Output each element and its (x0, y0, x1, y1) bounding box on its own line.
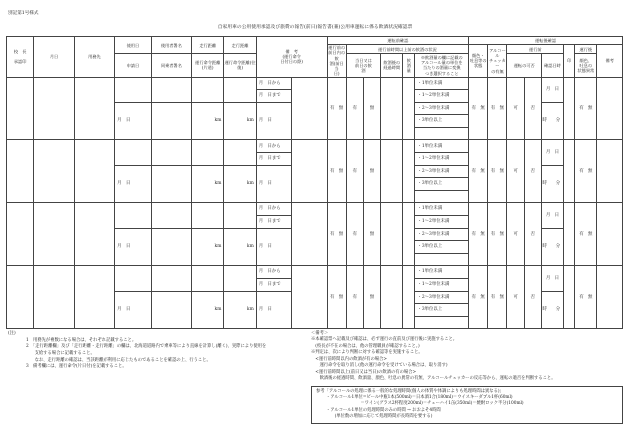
drink-option-cell[interactable]: ・1〜2単位未満 (415, 216, 469, 229)
drink-option-cell[interactable]: ・1〜2単位未満 (415, 90, 469, 103)
remarks-cell[interactable] (292, 266, 327, 329)
post-c-hi-cell[interactable]: 否 (524, 266, 541, 329)
order-distance-round-cell[interactable]: km (224, 291, 256, 329)
principal-seal-cell[interactable] (7, 203, 34, 266)
passenger-name-cell[interactable] (151, 228, 191, 266)
drink-option-cell[interactable]: ・3単位以上 (415, 115, 469, 128)
remarks-label: ＜備考＞ (311, 331, 329, 336)
order-distance-cell[interactable]: km (192, 228, 224, 266)
order-distance-cell[interactable]: km (192, 165, 224, 203)
drink-option-cell[interactable]: ・2〜3単位未満 (415, 291, 469, 304)
destination-cell[interactable] (74, 77, 114, 140)
header-post-b: アルコール チェッカー の有無 (488, 45, 507, 78)
drink-option-cell[interactable]: ・3単位以上 (415, 304, 469, 317)
destination-cell[interactable] (74, 266, 114, 329)
post-f-cell[interactable]: 有 無 (575, 77, 597, 140)
user-name-cell[interactable] (151, 203, 191, 228)
pre-c-cell[interactable] (381, 140, 403, 203)
period-from-cell[interactable]: 月 日から (256, 77, 291, 90)
note-item: 支給する場合に記載すること。 (26, 350, 95, 356)
date-cell[interactable] (34, 77, 74, 140)
drink-option-cell[interactable]: ・1〜2単位未満 (415, 279, 469, 292)
header-pre-c: 飲酒後の 経過時間 (381, 54, 403, 77)
remarks-line: (校長が不在の場合は、他の管理職員が確認すること。) (311, 343, 420, 349)
destination-cell[interactable] (74, 140, 114, 203)
reference-title: 参考「アルコールの処理に係る一般的な処理時間(個人の体質や体調によりも処理時間は異なる)」 (316, 388, 504, 394)
header-distance: 走行距離 (192, 37, 224, 54)
drink-option-cell[interactable]: ・2〜3単位未満 (415, 228, 469, 241)
use-date-cell[interactable] (115, 266, 151, 291)
application-date-cell[interactable]: 月 日 (115, 165, 151, 203)
passenger-name-cell[interactable] (151, 165, 191, 203)
period-to-cell[interactable]: 月 日まで (256, 279, 291, 292)
header-passenger-name: 同乗者署名 (151, 54, 191, 77)
period-to-cell[interactable]: 月 日まで (256, 153, 291, 166)
passenger-name-cell[interactable] (151, 102, 191, 140)
header-post-c-sub: 運転の可否 (507, 54, 541, 77)
header-post-check: 運転後確認 (469, 37, 623, 45)
check-date-cell[interactable]: 月 日 (541, 203, 563, 228)
notes (8, 331, 306, 371)
remarks-line: 運行命令を取り消し(他の運行命令を受けている場合は、取り消す) (311, 363, 448, 369)
header-distance-2: 走行距離 (224, 37, 256, 54)
post-c-hi-cell[interactable]: 否 (524, 203, 541, 266)
header-remarks: 備 考 (運行命令 日付日の際) (256, 37, 327, 78)
post-c-ka-cell[interactable]: 可 (507, 203, 524, 266)
application-date-cell[interactable]: 月 日 (115, 102, 151, 140)
header-pre-b: 運行前時間以上前の飲酒の状況 (346, 45, 468, 54)
header-principal-seal: 校 長 承認印 (7, 37, 34, 78)
principal-seal-cell[interactable] (7, 140, 34, 203)
pre-b-no-cell[interactable]: 無 (363, 203, 380, 266)
application-date-cell[interactable]: 月 日 (115, 291, 151, 329)
drink-option-cell[interactable]: ・1単位未満 (415, 77, 469, 90)
seal-cell[interactable] (564, 77, 575, 140)
check-time-cell[interactable]: 時 分 (541, 228, 563, 266)
pre-b-no-cell[interactable]: 無 (363, 77, 380, 140)
note-item: 3 備考欄には、運行命令(片日付)を記載すること。 (26, 364, 127, 370)
pre-b-no-cell[interactable]: 無 (363, 266, 380, 329)
header-pre-d: 飲 酒 量 (403, 54, 415, 77)
table-row (7, 140, 623, 153)
period-extra-cell[interactable]: 月 日 (256, 228, 291, 266)
seal-cell[interactable] (564, 266, 575, 329)
use-date-cell[interactable] (115, 140, 151, 165)
order-distance-round-cell[interactable]: km (224, 102, 256, 140)
principal-seal-cell[interactable] (7, 77, 34, 140)
distance-2-cell[interactable] (224, 77, 256, 102)
pre-d-cell[interactable] (403, 140, 415, 203)
post-f-cell[interactable]: 有 無 (575, 203, 597, 266)
period-from-cell[interactable]: 月 日から (256, 140, 291, 153)
table-row (7, 77, 623, 90)
distance-cell[interactable] (192, 140, 224, 165)
remarks-cell[interactable] (292, 203, 327, 266)
user-name-cell[interactable] (151, 77, 191, 102)
remarks-line: ※本確認票へ記載及び確認は、必ず運行の直前及び運行後に実施すること。 (311, 337, 458, 343)
drink-option-cell[interactable]: ・3単位以上 (415, 178, 469, 191)
header-post-d: 確認日時 (541, 54, 563, 77)
order-distance-round-cell[interactable]: km (224, 165, 256, 203)
distance-cell[interactable] (192, 77, 224, 102)
post-f-cell[interactable]: 有 無 (575, 266, 597, 329)
pre-b-yes-cell[interactable]: 有 (346, 203, 363, 266)
header-pre-e: ※飲酒量の欄に記載の アルコール量の単位を 当たりの酒量に変換 つき選択すること (415, 54, 469, 77)
pre-a-cell[interactable]: 有 無 (327, 203, 346, 266)
application-date-cell[interactable]: 月 日 (115, 228, 151, 266)
table-row (7, 203, 623, 216)
note-item: 2 「走行距離欄」及び「走行距離・走行距離」の欄は、北海道道路内で乗車等により直線を計算し(離く)、実際により使用を (26, 344, 267, 350)
date-cell[interactable] (34, 203, 74, 266)
passenger-name-cell[interactable] (151, 291, 191, 329)
use-date-cell[interactable] (115, 77, 151, 102)
check-time-cell[interactable]: 時 分 (541, 102, 563, 140)
post-g-cell[interactable] (597, 203, 623, 266)
document-title: 自家用車の公用使用承認及び旅費の報告(前日)報告書(兼)公用車運転に係る飲酒状況確認票 (217, 25, 413, 30)
distance-2-cell[interactable] (224, 266, 256, 291)
header-pre-check: 運転前確認 (327, 37, 469, 45)
use-date-cell[interactable] (115, 203, 151, 228)
header-user-name: 使用者署名 (151, 37, 191, 54)
pre-a-cell[interactable]: 有 無 (327, 77, 346, 140)
drink-option-cell-empty[interactable] (415, 253, 469, 266)
distance-2-cell[interactable] (224, 140, 256, 165)
destination-cell[interactable] (74, 203, 114, 266)
header-post-c: 運行前 (507, 45, 564, 54)
remarks-line: <運行前時間以内の飲酒が有の場合> (311, 356, 387, 362)
drink-option-cell[interactable]: ・1単位未満 (415, 266, 469, 279)
header-post-f: 運行後 (575, 45, 597, 54)
remarks (311, 331, 623, 424)
header-post-f-sub: 顔色、 吐息の 状態異常 (575, 54, 597, 77)
pre-b-yes-cell[interactable]: 有 (346, 266, 363, 329)
period-from-cell[interactable]: 月 日から (256, 266, 291, 279)
remarks-cell[interactable] (292, 140, 327, 203)
drink-option-cell-empty[interactable] (415, 190, 469, 203)
date-cell[interactable] (34, 140, 74, 203)
check-date-cell[interactable]: 月 日 (541, 266, 563, 291)
order-distance-round-cell[interactable]: km (224, 228, 256, 266)
post-f-cell[interactable]: 有 無 (575, 140, 597, 203)
pre-d-cell[interactable] (403, 203, 415, 266)
post-g-cell[interactable] (597, 77, 623, 140)
period-extra-cell[interactable]: 月 日 (256, 165, 291, 203)
drink-option-cell[interactable]: ・1単位未満 (415, 140, 469, 153)
pre-b-yes-cell[interactable]: 有 (346, 77, 363, 140)
pre-a-cell[interactable]: 有 無 (327, 266, 346, 329)
post-b-cell[interactable]: 有 無 (488, 203, 507, 266)
pre-c-cell[interactable] (381, 203, 403, 266)
header-pre-a: 運行前の 前日内の飲 酒(前日当 日) (328, 45, 346, 77)
header-post-a: 顔色・ 吐息等の 状態 (469, 45, 488, 78)
post-a-cell[interactable]: 有 無 (469, 140, 488, 203)
pre-c-cell[interactable] (381, 266, 403, 329)
post-g-cell[interactable] (597, 140, 623, 203)
user-name-cell[interactable] (151, 266, 191, 291)
remarks-line: ※判定は、次により判断に対する確認等を実施すること。 (311, 350, 423, 356)
reference-box (311, 386, 623, 424)
check-date-cell[interactable]: 月 日 (541, 140, 563, 165)
header-use-date: 使用日 (115, 37, 151, 54)
post-c-ka-cell[interactable]: 可 (507, 77, 524, 140)
post-a-cell[interactable]: 有 無 (469, 203, 488, 266)
period-extra-cell[interactable]: 月 日 (256, 291, 291, 329)
note-item: なお、走行距離の確認は、当該距離が利用に応じたものであることを確認の上、行うこと。 (26, 357, 211, 363)
header-destination: 用務先 (74, 37, 114, 78)
post-a-cell[interactable]: 有 無 (469, 266, 488, 329)
post-c-hi-cell[interactable]: 否 (524, 77, 541, 140)
seal-cell[interactable] (564, 203, 575, 266)
period-to-cell[interactable]: 月 日まで (256, 216, 291, 229)
pre-b-yes-cell[interactable]: 有 (346, 140, 363, 203)
pre-d-cell[interactable] (403, 77, 415, 140)
pre-b-no-cell[interactable]: 無 (363, 140, 380, 203)
post-b-cell[interactable]: 有 無 (488, 266, 507, 329)
post-c-ka-cell[interactable]: 可 (507, 140, 524, 203)
reference-line: ・アルコール1単位=ビール中瓶1本(500ml)＝日本酒1合(180ml)＝ウイスキーダブル1杯(60ml) (326, 394, 513, 400)
distance-cell[interactable] (192, 203, 224, 228)
pre-d-cell[interactable] (403, 266, 415, 329)
pre-c-cell[interactable] (381, 77, 403, 140)
header-post-e: 印 (564, 45, 575, 78)
header-application-date: 申請日 (115, 54, 151, 77)
drink-option-cell[interactable]: ・3単位以上 (415, 241, 469, 254)
period-from-cell[interactable]: 月 日から (256, 203, 291, 216)
remarks-line: 飲酒後の経過時間、飲酒量、顔色、吐息の異常の有無、アルコールチェッカーの反応等から、運転の適否を判断すること。 (311, 376, 556, 382)
header-date: 月日 (34, 37, 74, 78)
pre-a-cell[interactable]: 有 無 (327, 140, 346, 203)
check-date-cell[interactable]: 月 日 (541, 77, 563, 102)
drink-option-cell[interactable]: ・2〜3単位未満 (415, 102, 469, 115)
header-pre-b-drink: 当日又は 前日の飲 酒 (346, 54, 380, 77)
user-name-cell[interactable] (151, 140, 191, 165)
header-post-g: 備考 (597, 45, 623, 78)
order-distance-cell[interactable]: km (192, 102, 224, 140)
drink-option-cell[interactable]: ・2〜3単位未満 (415, 165, 469, 178)
drink-option-cell[interactable]: ・1〜2単位未満 (415, 153, 469, 166)
check-time-cell[interactable]: 時 分 (541, 291, 563, 329)
post-c-hi-cell[interactable]: 否 (524, 140, 541, 203)
post-b-cell[interactable]: 有 無 (488, 140, 507, 203)
form-number: 別記第1号様式 (8, 11, 39, 16)
date-cell[interactable] (34, 266, 74, 329)
header-order-distance-round: 運行命令距離(往復) (224, 54, 256, 77)
drink-option-cell-empty[interactable] (415, 127, 469, 140)
period-extra-cell[interactable]: 月 日 (256, 102, 291, 140)
remarks-line: <運行前時間以上(前日又は当日)の飲酒の有の場合> (311, 369, 417, 375)
post-c-ka-cell[interactable]: 可 (507, 266, 524, 329)
drink-option-cell[interactable]: ・1単位未満 (415, 203, 469, 216)
post-g-cell[interactable] (597, 266, 623, 329)
reference-line: (単位数の増加に応じて処理時間が長時間を要する) (326, 414, 433, 420)
period-to-cell[interactable]: 月 日まで (256, 90, 291, 103)
check-time-cell[interactable]: 時 分 (541, 165, 563, 203)
drink-option-cell-empty[interactable] (415, 316, 469, 329)
seal-cell[interactable] (564, 140, 575, 203)
header-order-distance: 運行命令距離 (片道) (192, 54, 224, 77)
remarks-cell[interactable] (292, 77, 327, 140)
distance-cell[interactable] (192, 266, 224, 291)
order-distance-cell[interactable]: km (192, 291, 224, 329)
reference-line: ・アルコール1単位の処理時間のみの時間 → おおよそ4時間 (326, 407, 441, 413)
reference-line: ＝ワイン(グラス2杯程度200ml)＝チューハイ1缶(350ml)＝焼酎ロック半分(100ml) (326, 401, 524, 407)
main-table (6, 36, 623, 324)
notes-label: (注) (8, 331, 16, 336)
distance-2-cell[interactable] (224, 203, 256, 228)
post-a-cell[interactable]: 有 無 (469, 77, 488, 140)
note-item: 1 用務先が複数になる場合は、それぞれ記載すること。 (26, 337, 137, 343)
principal-seal-cell[interactable] (7, 266, 34, 329)
post-b-cell[interactable]: 有 無 (488, 77, 507, 140)
table-row (7, 266, 623, 279)
